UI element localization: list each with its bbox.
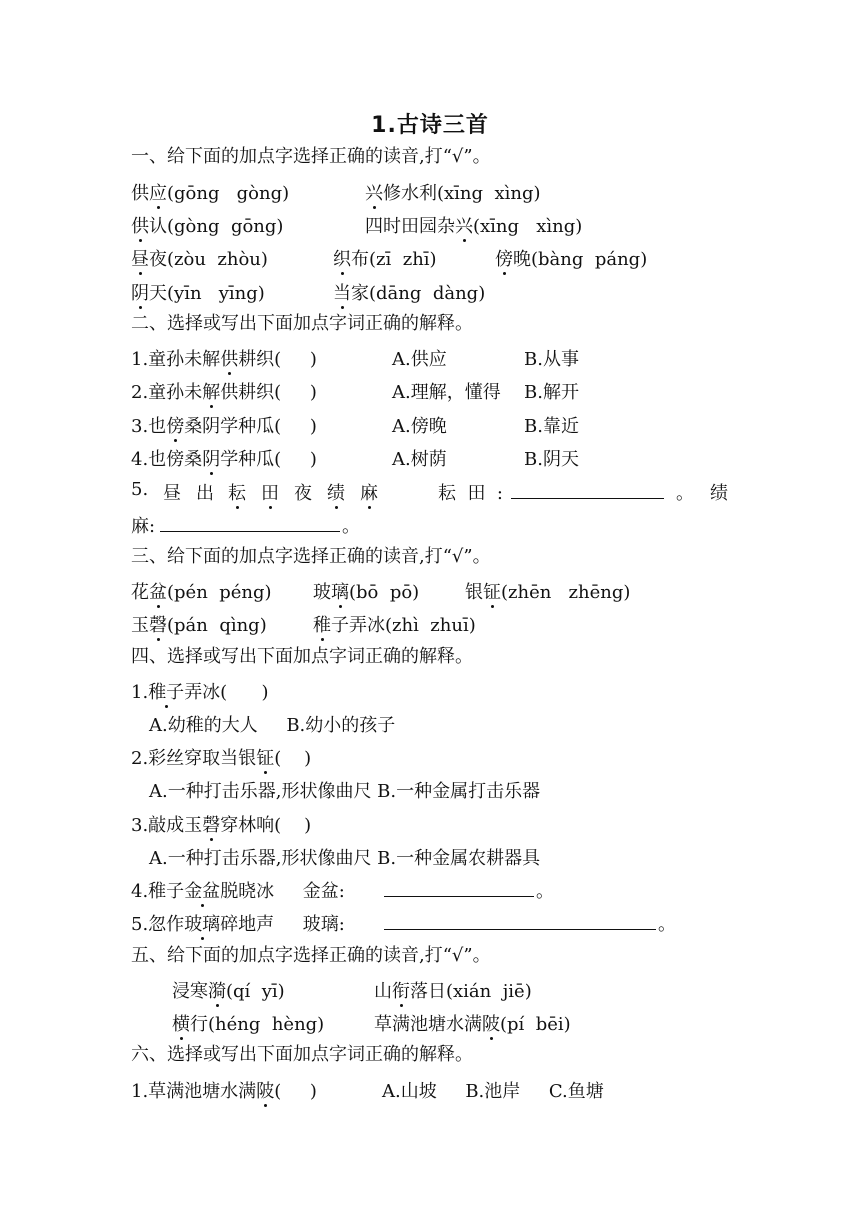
s4-question-5: 5.忽作玻璃碎地声 玻璃: <box>131 914 345 935</box>
s4-question-2: 2.彩丝穿取当银钲( ) <box>131 748 312 769</box>
s4-q3-options: A.一种打击乐器,形状像曲尺 B.一种金属农耕器具 <box>149 848 541 869</box>
s2-q2-option-a: A.理解，懂得 <box>392 382 501 403</box>
s2-question-1: 1.童孙未解供耕织( ) <box>131 349 317 370</box>
s2-q4-option-b: B.阴天 <box>524 449 579 470</box>
s2-q4-option-a: A.树荫 <box>392 449 447 470</box>
s4-q4-end: 。 <box>536 881 554 902</box>
section-3-heading: 三、给下面的加点字选择正确的读音,打“√”。 <box>131 546 491 567</box>
s2-question-2: 2.童孙未解供耕织( ) <box>131 382 317 403</box>
s2-q5-char: 昼 <box>163 483 181 504</box>
s4-q5-answer-blank[interactable] <box>384 911 656 935</box>
s2-question-4: 4.也傍桑阴学种瓜( ) <box>131 449 317 470</box>
s4-q2-options: A.一种打击乐器,形状像曲尺 B.一种金属打击乐器 <box>149 781 541 802</box>
s1-item-8: 阴天(yīn yīng) <box>131 283 265 304</box>
s3-item-3: 银钲(zhēn zhēng) <box>465 582 631 603</box>
section-4-heading: 四、选择或写出下面加点字词正确的解释。 <box>131 646 473 667</box>
s3-item-2: 玻璃(bō pō) <box>313 582 420 603</box>
s2-q5-end-1: 。 <box>676 483 694 504</box>
s6-q1-options: A.山坡 B.池岸 C.鱼塘 <box>382 1081 604 1102</box>
s2-q3-option-a: A.傍晚 <box>392 416 447 437</box>
s1-item-4: 四时田园杂兴(xīng xìng) <box>365 216 583 237</box>
s5-item-3: 横行(héng hèng) <box>172 1014 325 1035</box>
s3-item-4: 玉磬(pán qìng) <box>131 615 267 636</box>
s2-q5-char: 麻 <box>360 483 378 504</box>
s4-question-3: 3.敲成玉磬穿林响( ) <box>131 815 312 836</box>
s5-item-4: 草满池塘水满陂(pí bēi) <box>374 1014 571 1035</box>
page-title: 1.古诗三首 <box>371 113 489 138</box>
s5-item-2: 山衔落日(xián jiē) <box>374 981 532 1002</box>
section-6-heading: 六、选择或写出下面加点字词正确的解释。 <box>131 1044 473 1065</box>
s1-item-2: 兴修水利(xīng xìng) <box>365 183 541 204</box>
s2-q1-option-a: A.供应 <box>392 349 447 370</box>
s2-q5-answer-blank-2[interactable] <box>160 513 340 537</box>
s5-item-1: 浸寒漪(qí yī) <box>172 981 285 1002</box>
s2-q5-number: 5. <box>131 479 149 500</box>
s2-q5-char: 出 <box>196 483 214 504</box>
s4-question-1: 1.稚子弄冰( ) <box>131 682 269 703</box>
s4-q1-options: A.幼稚的大人 B.幼小的孩子 <box>149 715 396 736</box>
s4-q4-answer-blank[interactable] <box>384 878 534 902</box>
s4-question-4: 4.稚子金盆脱晓冰 金盆: <box>131 881 345 902</box>
s1-item-1: 供应(gōng gòng) <box>131 183 290 204</box>
s2-q5-label-2a: 绩 <box>710 483 728 504</box>
s2-q3-option-b: B.靠近 <box>524 416 579 437</box>
s2-q1-option-b: B.从事 <box>524 349 579 370</box>
s2-q5-answer-blank-1[interactable] <box>511 480 664 504</box>
s2-q5-label-1: 耘 田 : <box>438 483 503 504</box>
s1-item-9: 当家(dāng dàng) <box>333 283 486 304</box>
s6-question-1: 1.草满池塘水满陂( ) <box>131 1081 317 1102</box>
s2-q5-char: 绩 <box>327 483 345 504</box>
s2-question-3: 3.也傍桑阴学种瓜( ) <box>131 416 317 437</box>
s3-item-5: 稚子弄冰(zhì zhuī) <box>313 615 476 636</box>
s2-q5-char: 田 <box>261 483 279 504</box>
s2-q5-char: 耘 <box>228 483 246 504</box>
section-5-heading: 五、给下面的加点字选择正确的读音,打“√”。 <box>131 945 491 966</box>
s1-item-5: 昼夜(zòu zhòu) <box>131 249 268 270</box>
s2-q2-option-b: B.解开 <box>524 382 579 403</box>
s1-item-6: 织布(zī zhī) <box>333 249 437 270</box>
s3-item-1: 花盆(pén péng) <box>131 582 272 603</box>
s1-item-3: 供认(gòng gōng) <box>131 216 284 237</box>
s4-q5-end: 。 <box>658 914 676 935</box>
s2-q5-end-2: 。 <box>342 516 360 537</box>
s2-q5-label-2b: 麻: <box>131 516 156 537</box>
s1-item-7: 傍晚(bàng páng) <box>495 249 648 270</box>
section-1-heading: 一、给下面的加点字选择正确的读音,打“√”。 <box>131 146 491 167</box>
s2-q5-char: 夜 <box>294 483 312 504</box>
section-2-heading: 二、选择或写出下面加点字词正确的解释。 <box>131 313 473 334</box>
